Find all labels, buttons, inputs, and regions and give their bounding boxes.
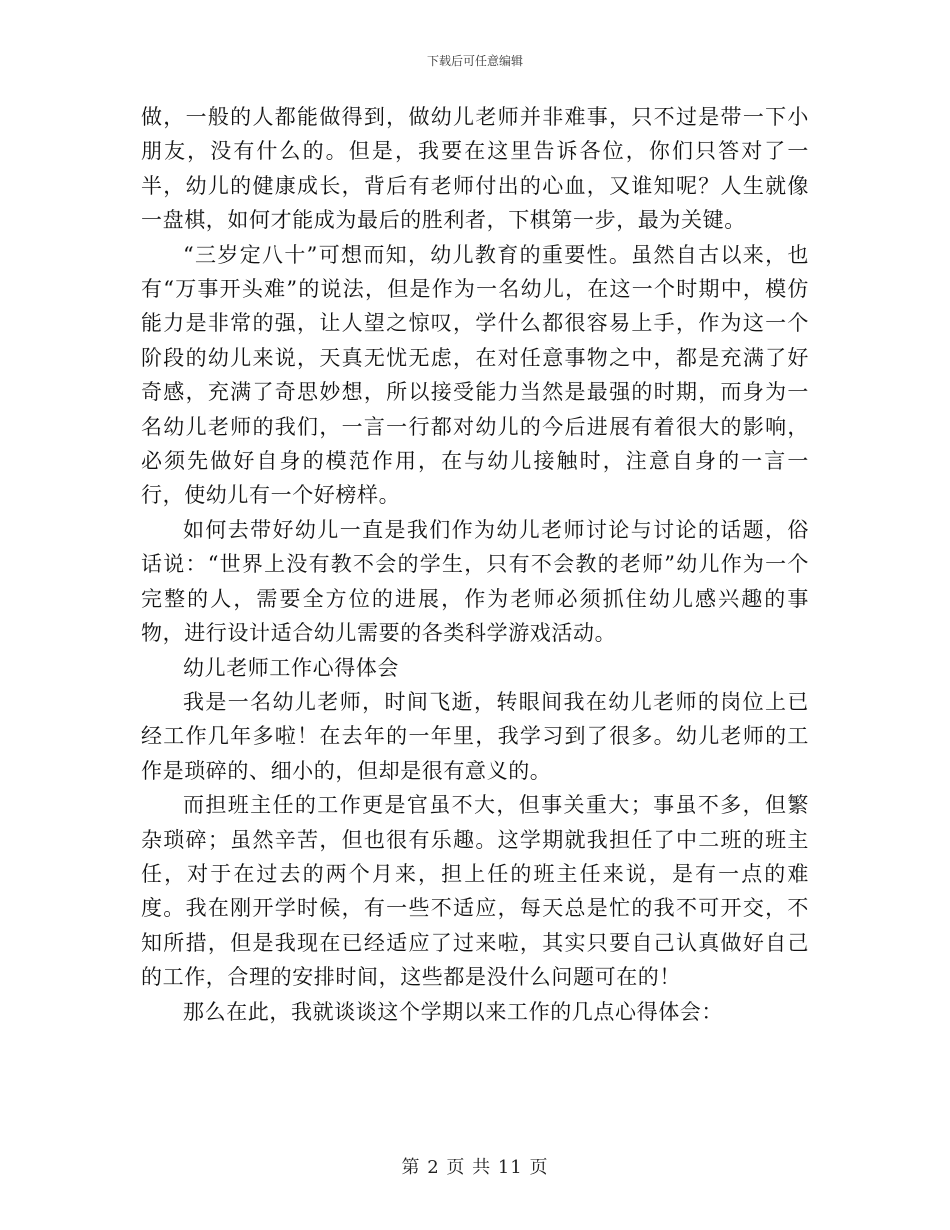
paragraph-2: “三岁定八十”可想而知，幼儿教育的重要性。虽然自古以来，也有“万事开头难”的说法，但是作为一名幼儿，在这一个时期中，模仿能力是非常的强，让人望之惊叹，学什么都很容易上手，作为这一个阶段的幼儿来说，天真无忧无虑，在对任意事物之中，都是充满了好奇感，充满了奇思妙想，所以接受能力当然是最强的时期，而身为一名幼儿老师的我们，一言一行都对幼儿的今后进展有着很大的影响，必须先做好自身的模范作用，在与幼儿接触时，注意自身的一言一行，使幼儿有一个好榜样。 xyxy=(141,242,809,508)
page-header: 下载后可任意编辑 xyxy=(426,54,523,68)
paragraph-3: 如何去带好幼儿一直是我们作为幼儿老师讨论与讨论的话题，俗话说：“世界上没有教不会的学生，只有不会教的老师”幼儿作为一个完整的人，需要全方位的进展，作为老师必须抓住幼儿感兴趣的事物，进行设计适合幼儿需要的各类科学游戏活动。 xyxy=(141,517,809,646)
paragraph-5: 而担班主任的工作更是官虽不大，但事关重大；事虽不多，但繁杂琐碎；虽然辛苦，但也很有乐趣。这学期就我担任了中二班的班主任，对于在过去的两个月来，担上任的班主任来说，是有一点的难度。我在刚开学时候，有一些不适应，每天总是忙的我不可开交，不知所措，但是我现在已经适应了过来啦，其实只要自己认真做好自己的工作，合理的安排时间，这些都是没什么问题可在的！ xyxy=(141,793,809,990)
paragraph-6: 那么在此，我就谈谈这个学期以来工作的几点心得体会： xyxy=(183,999,723,1024)
paragraph-1: 做，一般的人都能做得到，做幼儿老师并非难事，只不过是带一下小朋友，没有什么的。但是，我要在这里告诉各位，你们只答对了一半，幼儿的健康成长，背后有老师付出的心血，又谁知呢？人生就像一盘棋，如何才能成为最后的胜利者，下棋第一步，最为关键。 xyxy=(141,105,809,233)
paragraph-4: 我是一名幼儿老师，时间飞逝，转眼间我在幼儿老师的岗位上已经工作几年多啦！在去年的一年里，我学习到了很多。幼儿老师的工作是琐碎的、细小的，但却是很有意义的。 xyxy=(141,689,809,783)
document-body xyxy=(141,100,809,1029)
page-number-footer: 第 2 页 共 11 页 xyxy=(401,1157,549,1178)
section-heading: 幼儿老师工作心得体会 xyxy=(183,655,399,680)
